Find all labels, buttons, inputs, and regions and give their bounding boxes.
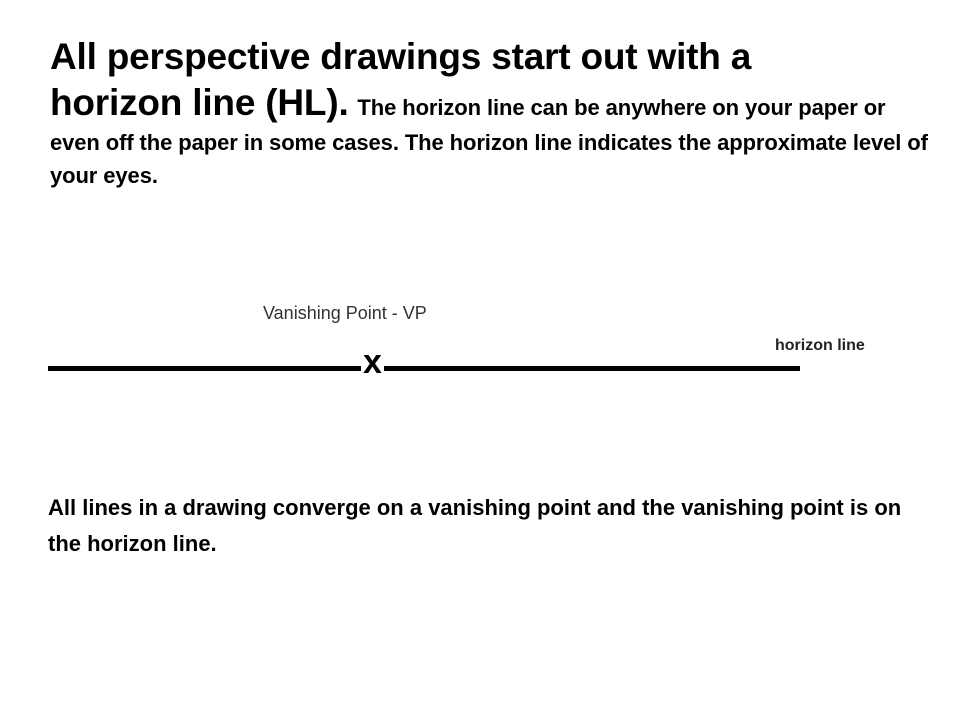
convergence-text: All lines in a drawing converge on a vanishing point and the vanishing point is on the horizon line. xyxy=(48,495,902,556)
slide-heading xyxy=(50,34,930,192)
horizon-line xyxy=(48,366,800,371)
vanishing-point-label: Vanishing Point - VP xyxy=(263,303,427,323)
heading-explanation: The horizon line can be anywhere on your paper or even off the paper in some cases. The horizon line indicates the approximate level of your eyes. xyxy=(50,95,928,188)
horizon-line-label: horizon line xyxy=(775,337,865,354)
heading-term: horizon line (HL). xyxy=(50,82,349,123)
vanishing-point-marker: x xyxy=(363,343,382,381)
heading-line-1: All perspective drawings start out with a xyxy=(50,36,752,77)
